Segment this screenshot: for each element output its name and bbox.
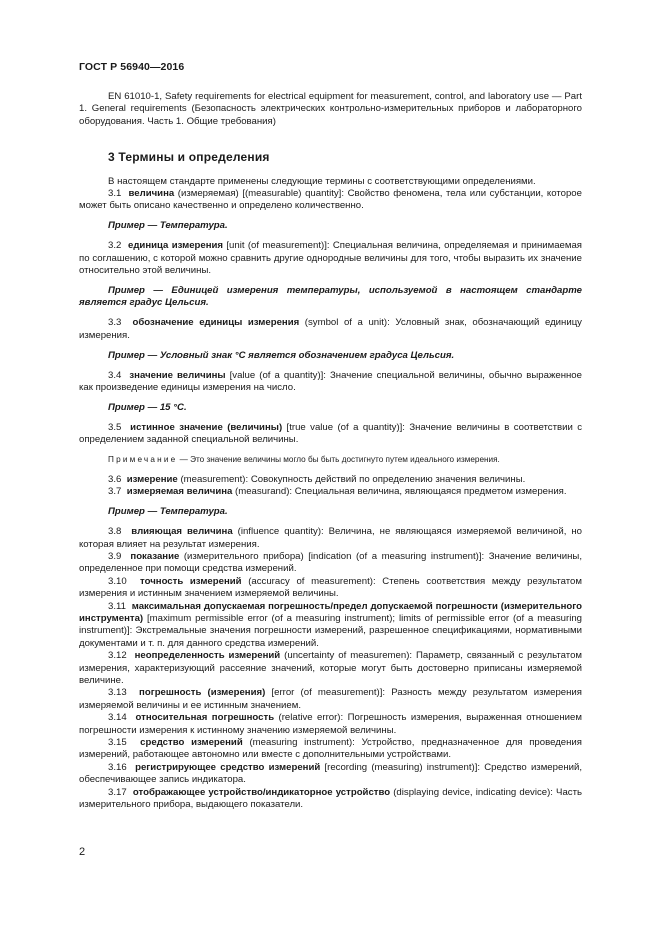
term-definition: [error (of measurement)]: Разность между результатом измерения измеряемой величины и ее истинным значением. bbox=[79, 687, 582, 711]
term-name: погрешность (измерения) bbox=[139, 687, 266, 699]
term-number: 3.10 bbox=[108, 575, 127, 587]
term-number: 3.3 bbox=[108, 317, 122, 329]
note-label: Примечание bbox=[108, 455, 178, 465]
term-definition: (symbol of a unit): Условный знак, обозначающий единицу измерения. bbox=[79, 317, 582, 341]
term-number: 3.8 bbox=[108, 526, 122, 538]
example-text: Пример — Единицей измерения температуры, используемой в настоящем стандарте является градус Цельсия. bbox=[79, 284, 582, 309]
term-number: 3.7 bbox=[108, 486, 122, 498]
term-entry-3-6 bbox=[79, 474, 582, 486]
term-entry-3-9 bbox=[79, 551, 582, 576]
term-number: 3.14 bbox=[108, 712, 127, 724]
term-number: 3.4 bbox=[108, 369, 122, 381]
term-entry-3-2 bbox=[79, 240, 582, 277]
note-text: — Это значение величины могло бы быть достигнуто путем идеального измерения. bbox=[177, 455, 500, 465]
document-header: ГОСТ Р 56940—2016 bbox=[79, 61, 185, 73]
term-entry-3-14 bbox=[79, 712, 582, 737]
term-number: 3.17 bbox=[108, 786, 127, 798]
term-definition: (измерительного прибора) [indication (of a measuring instrument)]: Значение величины, определенное при помощи средства измерений. bbox=[79, 550, 582, 575]
term-definition: (accuracy of measurement): Степень соответствия между результатом измерения и истинным значением измеряемой величины. bbox=[79, 575, 582, 600]
term-name: средство измерений bbox=[140, 737, 243, 749]
term-definition: (relative error): Погрешность измерения, выраженная отношением погрешности измерения к истинному значению измеряемой величины. bbox=[79, 712, 582, 736]
term-entry-3-16 bbox=[79, 762, 582, 787]
term-number: 3.6 bbox=[108, 473, 122, 485]
term-definition: (measurement): Совокупность действий по определению значения величины. bbox=[177, 473, 526, 485]
term-name: единица измерения bbox=[128, 240, 224, 252]
example-3-7 bbox=[79, 506, 582, 518]
term-entry-3-11 bbox=[79, 601, 582, 651]
term-definition: [maximum permissible error (of a measuring instrument); limits of permissible error (of a measuring instrument)]: Экстремальные значения погрешности измерений, разрешенное спецификациями, нормативными документами и т. п. для данного средства измерений. bbox=[79, 613, 582, 649]
term-entry-3-17 bbox=[79, 787, 582, 812]
term-definition: (измеряемая) [(measurable) quantity]: Свойство феномена, тела или субстанции, которое может быть описано качественно и определено количественно. bbox=[79, 188, 582, 212]
term-name: точность измерений bbox=[140, 575, 242, 587]
example-text: Пример — 15 °С. bbox=[108, 401, 187, 413]
example-3-2 bbox=[79, 285, 582, 310]
term-definition: [true value (of a quantity)]: Значение величины в соответствии с определением заданной специальной величины. bbox=[79, 421, 583, 446]
term-name: величина bbox=[128, 188, 175, 200]
term-name: истинное значение (величины) bbox=[130, 421, 283, 433]
example-3-4 bbox=[79, 402, 582, 414]
term-entry-3-1 bbox=[79, 188, 582, 213]
term-definition: (measurand): Специальная величина, являющаяся предметом измерения. bbox=[232, 486, 567, 498]
term-name: отображающее устройство/индикаторное устройство bbox=[132, 786, 391, 798]
term-number: 3.16 bbox=[108, 761, 127, 773]
term-name: относительная погрешность bbox=[135, 712, 275, 724]
term-number: 3.5 bbox=[108, 421, 122, 433]
example-text: Пример — Температура. bbox=[108, 506, 228, 518]
term-definition: [recording (measuring) instrument)]: Средство измерений, обеспечивающее запись индикатора. bbox=[79, 761, 582, 786]
term-entry-3-3 bbox=[79, 317, 582, 342]
term-definition: (displaying device, indicating device): Часть измерительного прибора, выдающего показатели. bbox=[79, 786, 582, 811]
term-name: влияющая величина bbox=[131, 526, 233, 538]
term-entry-3-13 bbox=[79, 687, 582, 712]
page-number: 2 bbox=[79, 846, 86, 858]
term-name: обозначение единицы измерения bbox=[132, 317, 300, 329]
term-entry-3-5 bbox=[79, 422, 582, 447]
section-heading: 3 Термины и определения bbox=[108, 150, 270, 165]
term-number: 3.9 bbox=[108, 550, 122, 562]
term-definition: [value (of a quantity)]: Значение специальной величины, обычно выраженное как произведение единицы измерения на число. bbox=[79, 369, 582, 393]
term-definition: (uncertainty of measuremen): Параметр, связанный с результатом измерения, характеризующий рассеяние значений, которые могут быть достоверно приписаны измеряемой величине. bbox=[79, 650, 582, 687]
term-name: регистрирующее средство измерений bbox=[135, 761, 321, 773]
term-name: измеряемая величина bbox=[126, 486, 233, 498]
term-entry-3-15 bbox=[79, 737, 582, 762]
term-entry-3-12 bbox=[79, 650, 582, 687]
example-3-3 bbox=[79, 350, 582, 362]
term-entry-3-10 bbox=[79, 576, 582, 601]
term-name: значение величины bbox=[129, 369, 226, 381]
term-definition: (measuring instrument): Устройство, предназначенное для проведения измерений, работающее автономно или вместе с дополнительными устройствами. bbox=[79, 737, 582, 761]
term-number: 3.1 bbox=[108, 188, 122, 200]
term-name: показание bbox=[130, 550, 180, 562]
term-definition: [unit (of measurement)]: Специальная величина, определяемая и принимаемая по соглашению, с которой можно сравнить другие однородные величины для того, чтобы выразить их значение относительно этой величины. bbox=[79, 240, 582, 277]
term-number: 3.12 bbox=[108, 650, 127, 662]
term-name: неопределенность измерений bbox=[134, 650, 281, 662]
example-text: Пример — Температура. bbox=[108, 220, 228, 232]
term-number: 3.2 bbox=[108, 240, 122, 252]
term-entry-3-8 bbox=[79, 526, 582, 551]
example-text: Пример — Условный знак °С является обозначением градуса Цельсия. bbox=[108, 349, 455, 361]
term-entry-3-4 bbox=[79, 370, 582, 395]
term-number: 3.13 bbox=[108, 687, 127, 699]
term-number: 3.15 bbox=[108, 737, 127, 749]
term-entry-3-7 bbox=[79, 486, 582, 498]
note-3-5 bbox=[79, 454, 582, 466]
term-name: измерение bbox=[126, 473, 178, 485]
page-content bbox=[79, 91, 582, 812]
term-definition: (influence quantity): Величина, не являющаяся измеряемой величиной, но которая влияет на результат измерения. bbox=[79, 526, 582, 550]
term-name: максимальная допускаемая погрешность/предел допускаемой погрешности (измерительного инструмента) bbox=[79, 600, 582, 624]
reference-paragraph: EN 61010-1, Safety requirements for electrical equipment for measurement, control, and laboratory use — Part 1. General requirements (Безопасность электрических контрольно-измерительных приборов и лабораторного оборудования. Часть 1. Общие требования) bbox=[79, 91, 582, 127]
term-number: 3.11 bbox=[108, 600, 126, 612]
section-intro: В настоящем стандарте применены следующие термины с соответствующими определениями. bbox=[108, 175, 536, 187]
example-3-1 bbox=[79, 220, 582, 232]
